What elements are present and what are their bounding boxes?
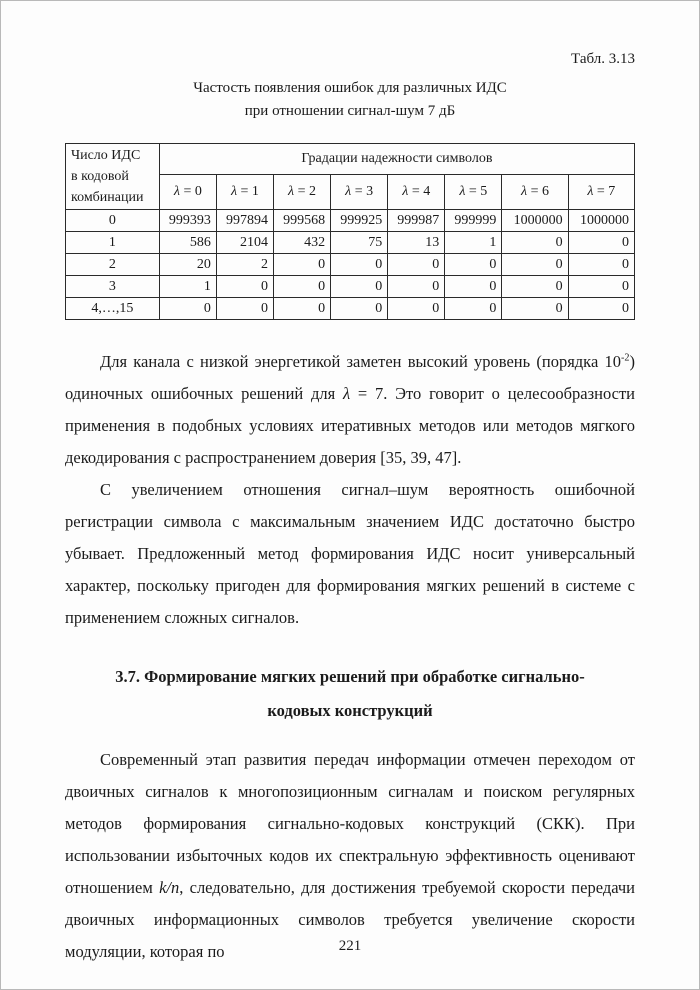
table-row — [66, 232, 635, 254]
table-cell-value: 0 — [274, 276, 331, 298]
table-cell-value: 0 — [502, 276, 568, 298]
table-cell-value: 20 — [159, 254, 216, 276]
idc-count-header-line-1: Число ИДС — [71, 148, 141, 163]
table-cell-value: 2 — [216, 254, 273, 276]
table-cell-value: 0 — [331, 276, 388, 298]
paragraph-low-energy-channel: Для канала с низкой энергетикой заметен высокий уровень (порядка $10^{-2}$) одиночных ошибочных решений для λ = 7. Это говорит о целесообразности применения в подобных условиях итеративных методов или методов мягкого декодирования с распространением доверия [35, 39, 47]. — [65, 352, 635, 467]
table-header-idc-count — [66, 144, 160, 210]
table-number-caption: Табл. 3.13 — [571, 51, 635, 67]
table-cell-value: 0 — [274, 298, 331, 320]
table-cell-value: 0 — [445, 254, 502, 276]
table-title-line-2: при отношении сигнал-шум 7 дБ — [244, 103, 456, 119]
table-cell-value: 1 — [445, 232, 502, 254]
idc-count-header-line-2: в кодовой — [71, 169, 129, 184]
table-cell-value: 999999 — [445, 210, 502, 232]
table-cell-value: 999568 — [274, 210, 331, 232]
table-cell-value: 0 — [388, 254, 445, 276]
table-cell-value: 0 — [274, 254, 331, 276]
lambda-column-header: λ = 7 — [568, 174, 634, 209]
table-cell-value: 2104 — [216, 232, 273, 254]
table-row — [66, 254, 635, 276]
section-heading-line-1: 3.7. Формирование мягких решений при обработке сигнально- — [115, 667, 585, 686]
lambda-column-header: λ = 6 — [502, 174, 568, 209]
table-cell-value: 0 — [388, 298, 445, 320]
table-cell-value: 0 — [445, 298, 502, 320]
row-label-idc-count: 3 — [66, 276, 160, 298]
table-cell-value: 0 — [568, 254, 634, 276]
row-label-idc-count: 2 — [66, 254, 160, 276]
table-cell-value: 0 — [568, 276, 634, 298]
table-title — [65, 77, 635, 123]
table-cell-value: 0 — [216, 276, 273, 298]
lambda-column-header: λ = 0 — [159, 174, 216, 209]
table-cell-value: 997894 — [216, 210, 273, 232]
table-cell-value: 0 — [568, 298, 634, 320]
table-row — [66, 298, 635, 320]
table-cell-value: 0 — [216, 298, 273, 320]
table-cell-value: 1000000 — [502, 210, 568, 232]
table-cell-value: 13 — [388, 232, 445, 254]
table-cell-value: 1000000 — [568, 210, 634, 232]
table-cell-value: 999393 — [159, 210, 216, 232]
table-cell-value: 0 — [159, 298, 216, 320]
lambda-column-header: λ = 5 — [445, 174, 502, 209]
lambda-column-header: λ = 1 — [216, 174, 273, 209]
row-label-idc-count: 4,…,15 — [66, 298, 160, 320]
page-number: 221 — [338, 938, 362, 954]
table-cell-value: 999987 — [388, 210, 445, 232]
table-cell-value: 0 — [331, 254, 388, 276]
table-row — [66, 276, 635, 298]
table-cell-value: 75 — [331, 232, 388, 254]
paragraph-snr-increase: С увеличением отношения сигнал–шум вероятность ошибочной регистрации символа с максимальным значением ИДС достаточно быстро убывает. Предложенный метод формирования ИДС носит универсальный характер, поскольку пригоден для формирования мягких решений в системе с применением сложных сигналов. — [65, 480, 635, 627]
lambda-column-header: λ = 4 — [388, 174, 445, 209]
table-cell-value: 0 — [388, 276, 445, 298]
table-cell-value: 0 — [568, 232, 634, 254]
table-cell-value: 1 — [159, 276, 216, 298]
lambda-column-header: λ = 2 — [274, 174, 331, 209]
table-header-gradations: Градации надежности символов — [159, 144, 634, 175]
table-cell-value: 432 — [274, 232, 331, 254]
table-cell-value: 999925 — [331, 210, 388, 232]
table-row — [66, 210, 635, 232]
table-cell-value: 0 — [502, 298, 568, 320]
lambda-column-header: λ = 3 — [331, 174, 388, 209]
table-cell-value: 0 — [331, 298, 388, 320]
table-group-header-row — [66, 144, 635, 175]
table-cell-value: 0 — [445, 276, 502, 298]
section-heading-line-2: кодовых конструкций — [267, 701, 433, 720]
table-title-line-1: Частость появления ошибок для различных ИДС — [193, 80, 507, 96]
paragraph-modern-stage: Современный этап развития передач информации отмечен переходом от двоичных сигналов к многопозиционным сигналам и поиском регулярных методов формирования сигнально-кодовых конструкций (СКК). При использовании избыточных кодов их спектральную эффективность оценивают отношением k/n, следовательно, для достижения требуемой скорости передачи двоичных информационных символов требуется увеличение скорости модуляции, которая по — [65, 750, 636, 961]
row-label-idc-count: 1 — [66, 232, 160, 254]
idc-error-frequency-table — [65, 143, 635, 320]
table-cell-value: 0 — [502, 232, 568, 254]
idc-count-header-line-3: комбинации — [71, 190, 144, 205]
table-cell-value: 586 — [159, 232, 216, 254]
row-label-idc-count: 0 — [66, 210, 160, 232]
section-heading-3-7 — [65, 660, 635, 728]
table-cell-value: 0 — [502, 254, 568, 276]
